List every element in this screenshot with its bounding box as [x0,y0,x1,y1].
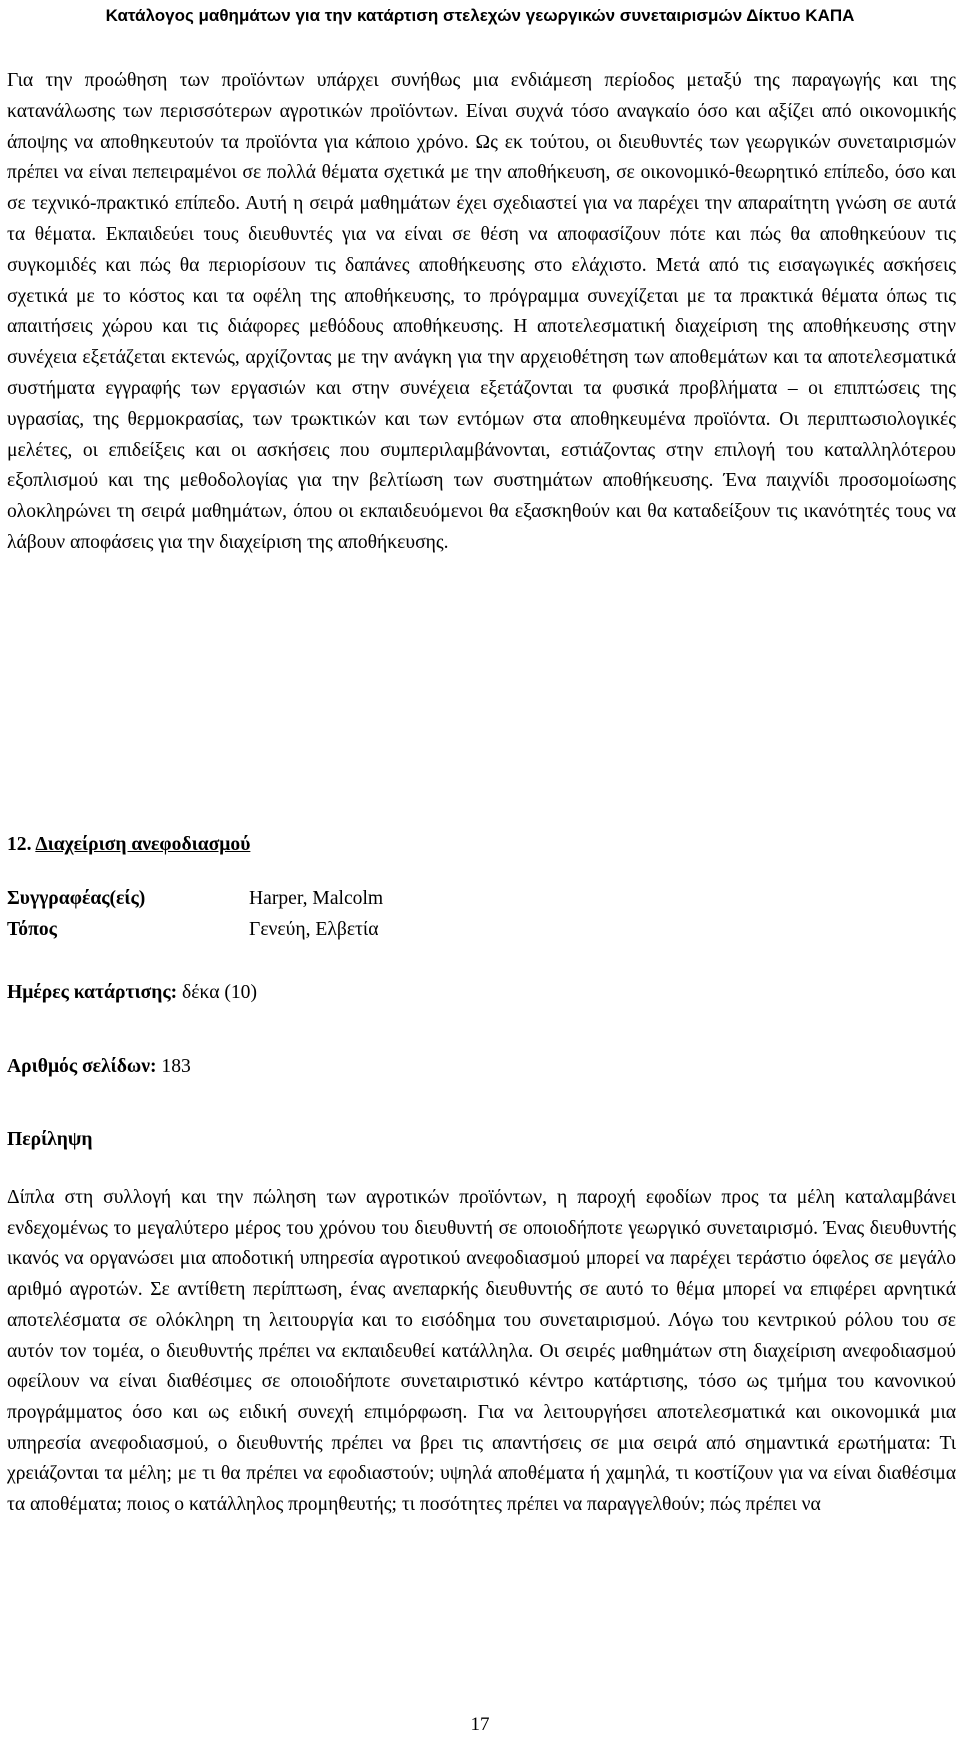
training-days-value: δέκα (10) [182,982,258,1003]
intro-paragraph: Για την προώθηση των προϊόντων υπάρχει συνήθως μια ενδιάμεση περίοδος μεταξύ της παραγωγής και της κατανάλωσης των περισσότερων αγροτικών προϊόντων. Είναι συχνά τόσο αναγκαίο όσο και αξίζει από οικονομικής άποψης να αποθηκευτούν τα προϊόντα για κάποιο χρόνο. Ως εκ τούτου, οι διευθυντές των γεωργικών συνεταιρισμών πρέπει να είναι πεπειραμένοι σε πολλά θέματα σχετικά με την αποθήκευση, σε οικονομικό-θεωρητικό επίπεδο, όσο και σε τεχνικό-πρακτικό επίπεδο. Αυτή η σειρά μαθημάτων έχει σχεδιαστεί για να παρέχει την απαραίτητη γνώση σε αυτά τα θέματα. Εκπαιδεύει τους διευθυντές για να είναι σε θέση να αποφασίζουν πότε και πώς θα αποθηκεύουν τις συγκομιδές και πώς θα περιορίσουν τις δαπάνες αποθήκευσης στο ελάχιστο. Μετά από τις εισαγωγικές ασκήσεις σχετικά με το κόστος και τα οφέλη της αποθήκευσης, το πρόγραμμα συνεχίζεται με τα πρακτικά θέματα όπως τις απαιτήσεις χώρου και τις διάφορες μεθόδους αποθήκευσης. Η αποτελεσματική διαχείριση της αποθήκευσης στην συνέχεια εξετάζεται εκτενώς, αρχίζοντας με την ανάγκη για την αρχειοθέτηση των αποθεμάτων και τα αποτελεσματικά συστήματα εγγραφής των εργασιών και στην συνέχεια εξετάζονται τα φυσικά προβλήματα – οι επιπτώσεις της υγρασίας, της θερμοκρασίας, των τρωκτικών και των εντόμων στα αποθηκευμένα προϊόντα. Οι περιπτωσιολογικές μελέτες, οι επιδείξεις και οι ασκήσεις που συμπεριλαμβάνονται, εστιάζοντας στην επιλογή του καταλληλότερου εξοπλισμού και της μεθοδολογίας για την βελτίωση των συστημάτων αποθήκευσης. Ένα παιχνίδι προσομοίωσης ολοκληρώνει τη σειρά μαθημάτων, όπου οι εκπαιδευόμενοι θα εξασκηθούν και θα καταδείξουν τις ικανότητές τους να λάβουν αποφάσεις για την διαχείριση της αποθήκευσης. [7,70,956,553]
training-days-row [7,982,257,1004]
place-label: Τόπος [7,919,57,940]
page-count-label: Αριθμός σελίδων: [7,1056,157,1077]
training-days-label: Ημέρες κατάρτισης: [7,982,178,1003]
document-body [7,66,956,559]
section-title: Διαχείριση ανεφοδιασμού [35,834,251,855]
author-value: Harper, Malcolm [249,888,384,909]
page-count-value: 183 [161,1056,191,1077]
summary-heading: Περίληψη [7,1129,93,1150]
summary-paragraph: Δίπλα στη συλλογή και την πώληση των αγροτικών προϊόντων, η παροχή εφοδίων προς τα μέλη καταλαμβάνει ενδεχομένως το μεγαλύτερο μέρος του χρόνου του διευθυντή σε οποιοδήποτε γεωργικό συνεταιρισμό. Ένας διευθυντής ικανός να οργανώσει μια αποδοτική υπηρεσία αγροτικού ανεφοδιασμού μπορεί να παρέχει τεράστιο όφελος σε μεγάλο αριθμό αγροτών. Σε αντίθετη περίπτωση, ένας ανεπαρκής διευθυντής σε αυτό το θέμα μπορεί να επιφέρει αρνητικά αποτελέσματα σε ολόκληρη τη λειτουργία και το εισόδημα του συνεταιρισμού. Λόγω του κεντρικού ρόλου του σε αυτόν τον τομέα, ο διευθυντής πρέπει να εκπαιδευθεί κατάλληλα. Οι σειρές μαθημάτων στη διαχείριση ανεφοδιασμού οφείλουν να είναι διαθέσιμες σε οποιοδήποτε συνεταιριστικό κέντρο κατάρτισης, τόσο ως τμήμα του κανονικού προγράμματος όσο και ως ειδική συνεχή επιμόρφωση. Για να λειτουργήσει αποτελεσματικά και οικονομικά μια υπηρεσία ανεφοδιασμού, ο διευθυντής πρέπει να βρει τις απαντήσεις σε μια σειρά από σημαντικά ερωτήματα: Τι χρειάζονται τα μέλη; με τι θα πρέπει να εφοδιαστούν; υψηλά αποθέματα ή χαμηλά, τι κοστίζουν για να είναι διαθέσιμα τα αποθέματα; ποιος ο κατάλληλος προμηθευτής; τι ποσότητες πρέπει να παραγγελθούν; πώς πρέπει να [7,1187,956,1516]
page-header: Κατάλογος μαθημάτων για την κατάρτιση στελεχών γεωργικών συνεταιρισμών Δίκτυο ΚΑΠΑ [105,6,855,25]
page-number: 17 [470,1714,490,1735]
author-label: Συγγραφέας(είς) [7,888,146,909]
author-row [7,888,383,910]
section-heading [7,834,250,856]
section-number: 12. [7,834,32,855]
page-count-row [7,1056,191,1078]
place-row [7,919,378,941]
place-value: Γενεύη, Ελβετία [249,919,379,940]
